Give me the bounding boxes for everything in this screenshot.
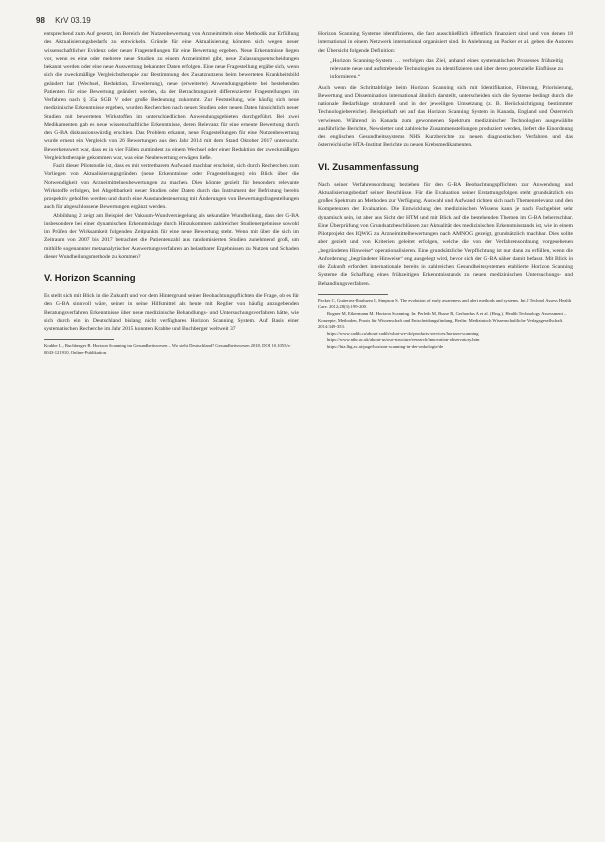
left-column [44, 30, 299, 356]
footnote-divider [44, 339, 114, 340]
footnote: https://www.nihr.ac.uk/about-us/our-structure/research/innovation-observatory.htm [327, 337, 480, 343]
right-column [318, 30, 573, 351]
footnote: Packer C, Gutierrez-Ibarluzea I, Simpson S. The evolution of early awareness and alert methods and systems. Int J Technol Assess Health Care. 2012;28(3):199-200. [318, 297, 572, 310]
body-paragraph: Auch wenn die Schrittabfolge beim Horizon Scanning sich mit Identifikation, Filterung, Priorisierung, Bewertung und Dissemination international ähnlich darstellt, unterscheiden sich die Systeme bedingt durch die nationale Bedarfslage strukturell und in der jeweiligen Umsetzung (z. B. Berücksichtigung bestimmter Technologiebereiche). Beispielhaft sei auf das Horizon Scanning System in Kanada, England und Österreich verwiesen. Während in Kanada zum gewonnenen Spektrum medizinischer Technologien ausgewählte ausführliche Berichte, Newsletter und zahlreiche Zusammenstellungen produziert werden, liefert die Einordnung des englischen Gesundheitssystems NHS Kurzberichte zu neuen diagnostischen Verfahren und das österreichische HTA-Institut Berichte zu neuen Krebsmedikamenten. [318, 84, 573, 149]
footnote: Bogner M, Eikermann M. Horizon Scanning. In: Perleth M, Busse R, Gerhardus A et al. (Hrsg.). Health Technology Assessment – Konzepte, Methoden, Praxis für Wissenschaft und Entscheidungsfindung. Berlin: Medizinisch Wissenschaftliche Verlagsgesellschaft. 2014:349-353. [318, 310, 567, 330]
footnote: https://hta.lbg.ac.at/page/horizon-scanning-in-der-onkologie/de [327, 343, 444, 349]
body-paragraph: Fazit dieser Pilotstudie ist, dass es mit vertretbarem Aufwand machbar erscheint, sich durch Recherchen zum Vorliegen von Aktualisierungsgründen (neue Erkenntnisse oder Fragestellungen) ein Blick über die Notwendigkeit von Arzneimittelneubewertungen zu machen. Dies könnte gezielt für besonders relevante Wirkstoffe erfolgen, bei Abgeltbarkeit neuer Studien oder Daten durch das Instrument der Befristung bereits prospektiv geholfen werden und durch eine Ausstandesteuerung mit Änderungen von Bewertungsfragestellungen auch für abgeschlossene Bewertungen ergänzt werden. [44, 163, 299, 211]
body-paragraph: Abbildung 2 zeigt am Beispiel der Vakuum-Wundversiegelung als sekundäre Wundheilung, dass der G-BA insbesondere bei einer dynamischen Erkenntnislage durch Hinzukommen zahlreicher Studienergebnisse sowohl im Prüfen der Wirksamkeit folgenden Zeitpunkts für eine neue Bewertung steht. Wenn mit über die sich im Zeitraum von 2007 bis 2017 betrachtet die Patientenzahl aus randomisierten Studien zunehmend groß, um mithilfe sogenannter metaanalytischer Auswertungsverfahren an belastbarer Ergebnissen zu Nutzen und Schaden dieser Wundheilungsmethode zu kommen? [44, 212, 299, 260]
section-heading-horizon-scanning: V. Horizon Scanning [44, 273, 136, 284]
body-paragraph: Es stellt sich mit Blick in die Zukunft und vor dem Hintergrund seiner Beobachtungspflichten die Frage, ob es für den G-BA sinnvoll wäre, seiner in seine Hilfsmittel als heute mit Reglier von häufig anzugebenden Beratungsverfahren Erkenntnisse über neue medizinische Behandlungs- und Untersuchungsverfahren hätte, wie sich durch ein in Deutschland bislang nicht verfügbares Horizon Scanning System. Auf Basis einer systematischen Recherche im Jahr 2015 konnten Krabbe und Buchberger weltweit 37 [44, 293, 299, 332]
body-paragraph: Nach seiner Verfahrensordnung beziehen für den G-BA Beobachtungspflichten zur Anwendung und Aktualisierungsbedarf seiner Beschlüsse. Für die Evaluation seiner Erstattungsfolgen steht grundsätzlich ein großes Spektrum an Methoden zur Verfügung. Auswahl und Aufwand richten sich nach Themenrelevanz und den Kompetenzen der Evaluation. Die Entwicklung des medizinischen Wissens kann je nach Fachgebiet sehr dynamisch sein, ist aber aus Sicht der HTM und mit Blick auf die bestehenden Themen im G-BA beherrschbar. Eine Überprüfung von Grundsatzbeschlüssen zur Aktualität des medizinischen Erkenntnisstands ist, wie in einem Pilotprojekt des IQWiG zu Arzneimittelbewertungen nach AMNOG gezeigt, grundsätzlich machbar. Dies sollte aber gezielt und von Kriterien geleitet erfolgen, welche die von der Verfahrensordnung vorgesehenen „begründeten Hinweise“ operationalisieren. Eine grundsätzliche Verpflichtung ist nur dann zu erfüllen, wenn die Anforderung „begründeter Hinweise“ eng ausgelegt wird, bevor sich der G-BA näher damit befasst. Mit Blick in die Zukunft erfordert internationale bereits in zahlreichen Gesundheitssystemen etablierte Horizon Scanning Systeme die Schaffung eines frühzeitigen Erkenntnisstands zu neuen medizinischen Untersuchungs- und Behandlungsverfahren. [318, 181, 573, 287]
body-paragraph: entsprechend zum Auf gesetzt, im Bereich der Nutzenbewertung von Arzneimitteln eine Methodik zur Erfüllung des Aktualisierungsbedarfs zu entwickeln. Gründe für eine Aktualisierung könnten sich wegen neuer wissenschaftlicher Evidenz oder neuer Fragestellungen für eine Bewertung ergeben. Neue Erkenntnisse liegen vor, wenn es eine oder mehrere neue Studien zu einem Arzneimittel gibt, neue Zulassungsentscheidungen bekannt werden oder eine neue Auswertung bekannter Daten erfolgen. Eine neue Fragestellung ergäbe sich, wenn sich die zweckmäßige Vergleichstherapie zur Bestimmung des Zusatznutzens beim bewerteten Krankheitsbild geändert hat (Wechsel, Reduktion, Erweiterung), neue (erweiterte) Anwendungsgebiete bei bestehenden Patienten für eine Bewertung geändert werden, da der Betrachtungszeit differenzierter Fragestellungen im Verfahren nach § 35a SGB V oder große Bedeutung zukommt. Zur Feststellung, wie häufig sich neue medizinische Erkenntnisse ergeben, wurden Recherchen nach neuen Studien oder neuen Daten hinsichtlich neuer Studien mit bewerteten Wirkstoffen im unterschiedlichen Anwendungsgebieten durchgeführt. Bei zwei Medikamenten gab es neue wissenschaftliche Erkenntnisse, deren Relevanz für eine erneute Bewertung durch den G-BA diskussionswürdig erschien. Das Problem erkannt, neue Fragestellungen für eine Nutzenbewertung wurde erneut ein Vergleich von 26 Bewertungen aus den Jahr 2014 mit dem Stand Oktober 2017 untersucht. Bewerkenswert war, dass es in vier Fällen zumindest zu einem Wechsel oder einer Reduktion der zweckmäßigen Vergleichstherapie gekommen war, was eine Neubewertung erwägen ließe. [44, 31, 299, 161]
section-heading-zusammenfassung: VI. Zusammenfassung [318, 161, 419, 173]
footnote-divider [318, 294, 388, 295]
page-number: 98 [36, 16, 45, 25]
page-header [36, 16, 571, 25]
journal-name: KrV 03.19 [55, 16, 91, 25]
footnote: https://www.cadth.ca/about-cadth/what-we-do/products-services/horizon-scanning [327, 330, 479, 336]
body-paragraph: Horizon Scanning Systeme identifizieren, die fast ausschließlich öffentlich finanziert sind und von denen 18 international in einem Netzwerk international organisiert sind. In Anlehnung an Packer et al. geben die Autoren der Übersicht folgende Definition: [318, 31, 573, 54]
definition-quote: „Horizon Scanning-System … verfolgen das Ziel, anhand eines systematischen Prozesses frühzeitig relevante neue und aufstrebende Technologien zu identifizieren und über deren potenzielle Einflüsse zu informieren.“ [330, 57, 563, 81]
footnote: Krabbe L., Buchberger B. Horizon Scanning im Gesundheitswesen – Wo steht Deutschland? Gesundheitswesen 2018, DOI 10.1055/s-0043-121910, Online-Publikation. [44, 343, 291, 355]
